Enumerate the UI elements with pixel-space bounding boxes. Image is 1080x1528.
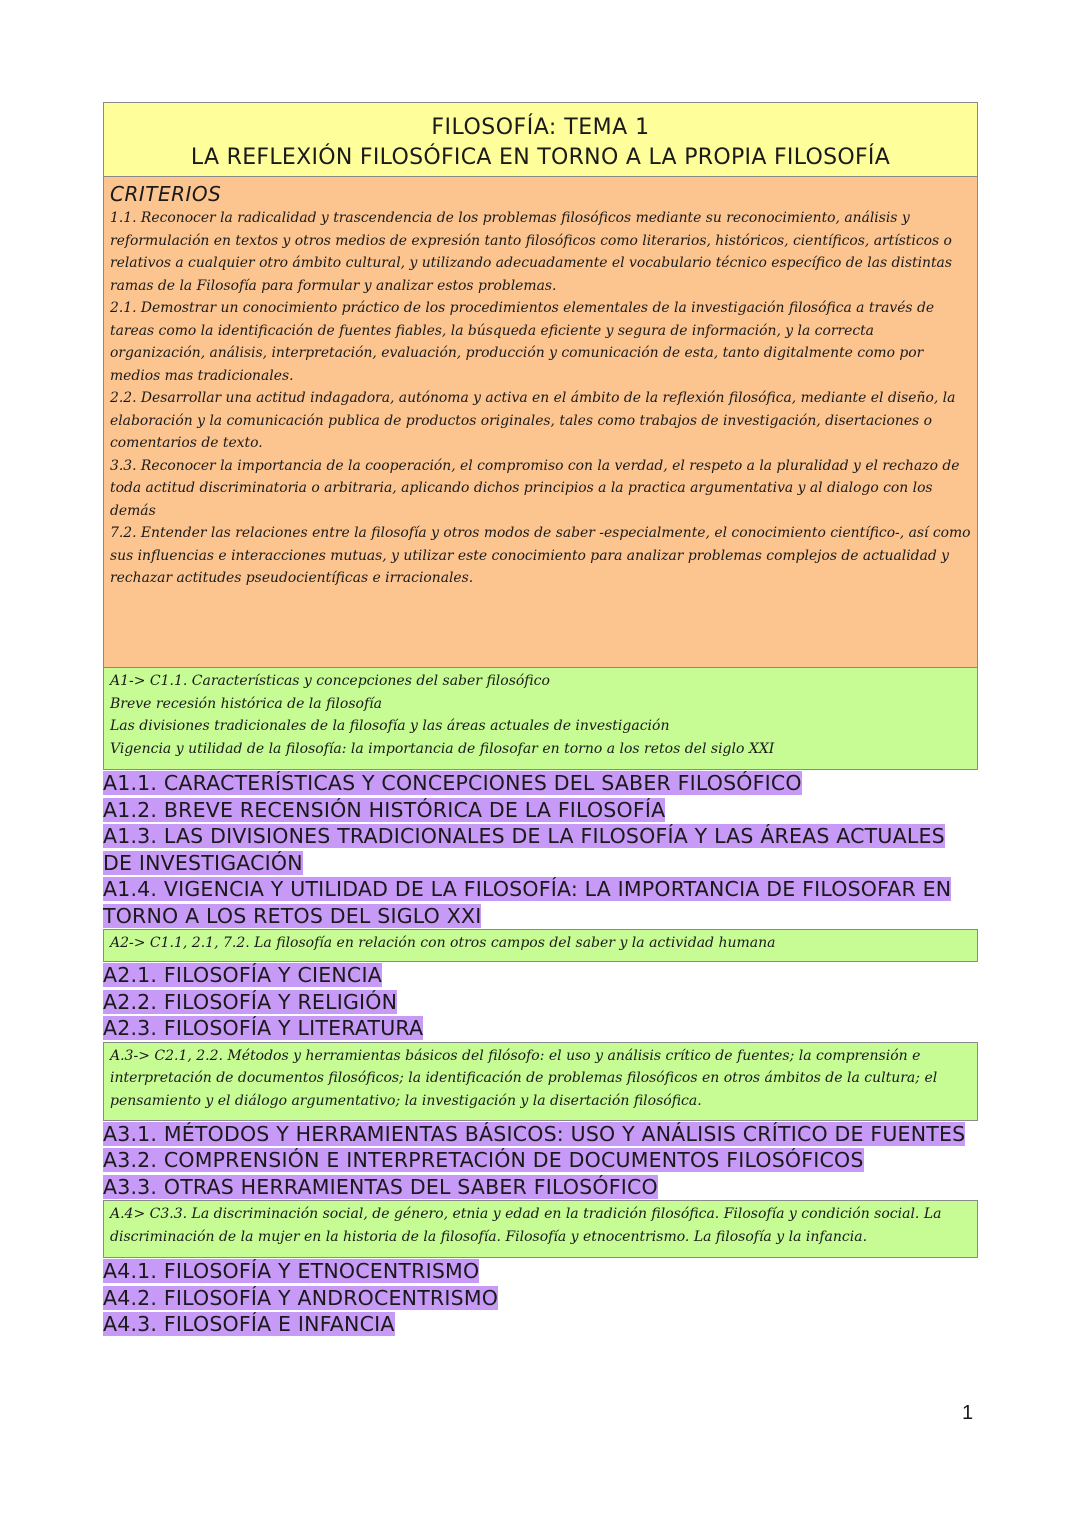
a3-topic-list (103, 1121, 978, 1201)
criterion-item: 3.3. Reconocer la importancia de la cooperación, el compromiso con la verdad, el respeto a la pluralidad y el rechazo de toda actitud discriminatoria o arbitraria, aplicando dichos principios a la practica argumentativa y al dialogo con los demás (110, 457, 960, 519)
topic-a3-3 (103, 1174, 978, 1201)
a1-content-line: Vigencia y utilidad de la filosofía: la importancia de filosofar en torno a los retos del siglo XXI (110, 740, 775, 757)
page-title: FILOSOFÍA: TEMA 1 (431, 115, 650, 140)
topic-a1-4 (103, 876, 978, 929)
topic-label: A2.2. FILOSOFÍA Y RELIGIÓN (103, 989, 398, 1014)
topic-a2-1 (103, 962, 978, 989)
a2-topic-list (103, 962, 978, 1042)
topic-a4-2 (103, 1285, 978, 1312)
a2-content-text: A2-> C1.1, 2.1, 7.2. La filosofía en relación con otros campos del saber y la actividad humana (110, 935, 776, 951)
topic-label: A3.1. MÉTODOS Y HERRAMIENTAS BÁSICOS: USO Y ANÁLISIS CRÍTICO DE FUENTES (103, 1121, 966, 1146)
a1-topic-list (103, 770, 978, 929)
topic-label: A3.2. COMPRENSIÓN E INTERPRETACIÓN DE DOCUMENTOS FILOSÓFICOS (103, 1148, 864, 1172)
title-header (103, 102, 978, 177)
a4-topic-list (103, 1258, 978, 1338)
topic-label: A1.2. BREVE RECENSIÓN HISTÓRICA DE LA FILOSOFÍA (103, 797, 666, 822)
topic-a2-2 (103, 989, 978, 1016)
topic-a1-3 (103, 823, 978, 876)
criterion-item: 1.1. Reconocer la radicalidad y trascendencia de los problemas filosóficos mediante su reconocimiento, análisis y reformulación en textos y otros medios de expresión tanto filosóficos como literarios, históricos, científicos, artísticos o relativos a cualquier otro ámbito cultural, y utilizando adecuadamente el vocabulario técnico específico de las distintas ramas de la Filosofía para formular y analizar estos problemas. (110, 210, 952, 294)
topic-a1-2 (103, 797, 978, 824)
topic-label: A1.1. CARACTERÍSTICAS Y CONCEPCIONES DEL SABER FILOSÓFICO (103, 771, 802, 795)
topic-a3-2 (103, 1147, 978, 1174)
a1-content-line: A1-> C1.1. Características y concepciones del saber filosófico (110, 673, 550, 689)
topic-label: A4.2. FILOSOFÍA Y ANDROCENTRISMO (103, 1285, 499, 1310)
criteria-section (103, 177, 978, 668)
a3-content-text: A.3-> C2.1, 2.2. Métodos y herramientas básicos del filósofo: el uso y análisis crítico de fuentes; la comprensión e interpretación de documentos filosóficos; la identificación de problemas filosóficos en otros ámbitos de la cultura; el pensamiento y el diálogo argumentativo; la investigación y la disertación filosófica. (110, 1047, 938, 1109)
topic-a4-1 (103, 1258, 978, 1285)
a1-content-line: Las divisiones tradicionales de la filosofía y las áreas actuales de investigación (110, 718, 670, 734)
page-subtitle: LA REFLEXIÓN FILOSÓFICA EN TORNO A LA PROPIA FILOSOFÍA (190, 145, 891, 170)
topic-label: A4.1. FILOSOFÍA Y ETNOCENTRISMO (103, 1259, 480, 1283)
topic-label: A4.3. FILOSOFÍA E INFANCIA (103, 1312, 395, 1336)
topic-a1-1 (103, 770, 978, 797)
a4-content-text: A.4> C3.3. La discriminación social, de género, etnia y edad en la tradición filosófica. Filosofía y condición social. La discriminación de la mujer en la historia de la filosofía. Filosofía y etnocentrismo. La filosofía y la infancia. (110, 1206, 942, 1245)
criterion-item: 2.1. Demostrar un conocimiento práctico de los procedimientos elementales de la investigación filosófica a través de tareas como la identificación de fuentes fiables, la búsqueda eficiente y segura de información, y la correcta organización, análisis, interpretación, evaluación, producción y comunicación de esta, tanto digitalmente como por medios mas tradicionales. (110, 300, 935, 384)
topic-a2-3 (103, 1015, 978, 1042)
page-number: 1 (962, 1402, 974, 1424)
topic-label: A3.3. OTRAS HERRAMIENTAS DEL SABER FILOSÓFICO (103, 1174, 658, 1199)
topic-label: A1.3. LAS DIVISIONES TRADICIONALES DE LA FILOSOFÍA Y LAS ÁREAS ACTUALES DE INVESTIGACIÓN (103, 824, 945, 875)
criterion-item: 7.2. Entender las relaciones entre la filosofía y otros modos de saber -especialmente, el conocimiento científico-, así como sus influencias e interacciones mutuas, y utilizar este conocimiento para analizar problemas complejos de actualidad y rechazar actitudes pseudocientíficas e irracionales. (110, 525, 971, 586)
block-a1-content (103, 668, 978, 770)
document-sheet (103, 102, 978, 1338)
block-a4-content (103, 1200, 978, 1258)
topic-label: A2.3. FILOSOFÍA Y LITERATURA (103, 1016, 424, 1040)
criterion-item: 2.2. Desarrollar una actitud indagadora, autónoma y activa en el ámbito de la reflexión filosófica, mediante el diseño, la elaboración y la comunicación publica de productos originales, tales como trabajos de investigación, disertaciones o comentarios de texto. (110, 390, 956, 451)
criteria-title: CRITERIOS (110, 182, 222, 206)
topic-label: A2.1. FILOSOFÍA Y CIENCIA (103, 963, 382, 987)
topic-a3-1 (103, 1121, 978, 1148)
block-a2-content (103, 929, 978, 962)
topic-label: A1.4. VIGENCIA Y UTILIDAD DE LA FILOSOFÍA: LA IMPORTANCIA DE FILOSOFAR EN TORNO A LOS RETOS DEL SIGLO XXI (103, 877, 952, 928)
topic-a4-3 (103, 1311, 978, 1338)
block-a3-content (103, 1042, 978, 1121)
a1-content-line: Breve recesión histórica de la filosofía (110, 695, 382, 712)
